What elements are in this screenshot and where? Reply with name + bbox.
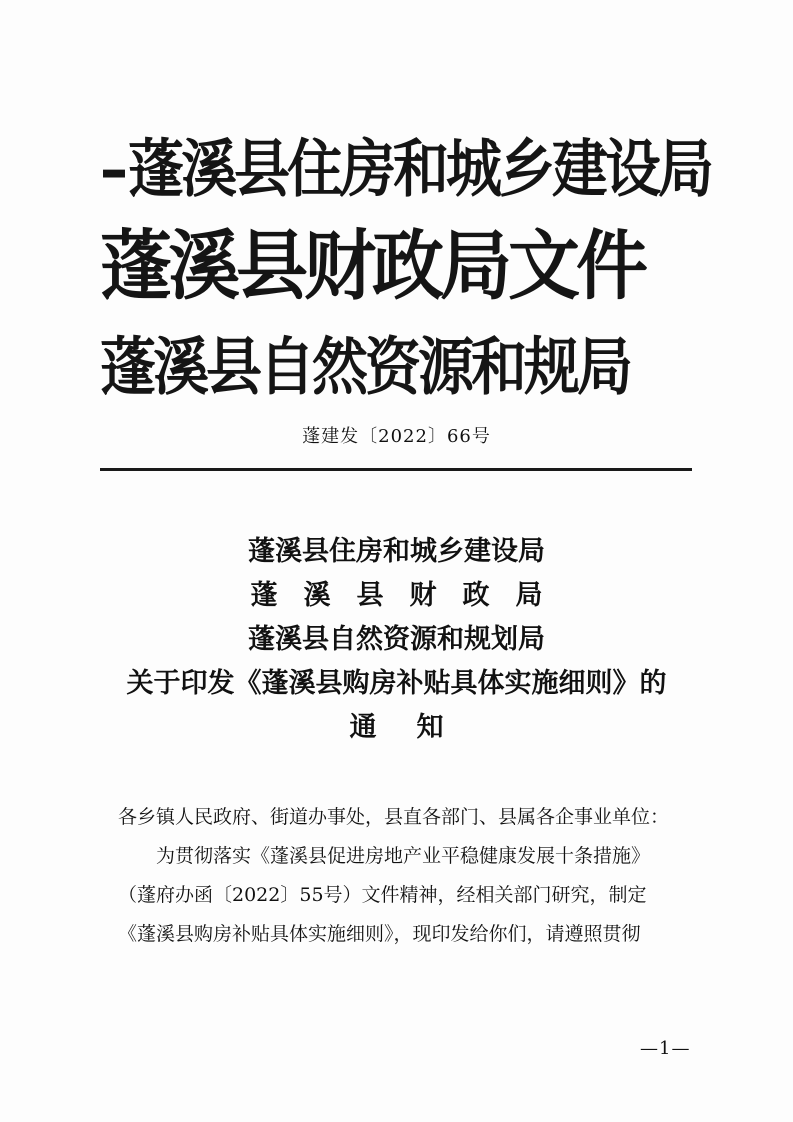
letterhead-housing-bureau-text: 蓬溪县住房和城乡建设局 — [128, 133, 711, 207]
title-issuer-housing: 蓬溪县住房和城乡建设局 — [248, 536, 545, 567]
letterhead-line-housing-bureau — [100, 120, 711, 210]
paragraph-line: 为贯彻落实《蓬溪县促进房地产业平稳健康发展十条措施》 — [156, 845, 651, 867]
title-issuer-natural-resources: 蓬溪县自然资源和规划局 — [248, 624, 545, 655]
document-title — [0, 530, 793, 750]
title-subject: 关于印发《蓬溪县购房补贴具体实施细则》的 — [126, 668, 667, 699]
letterhead-dash: – — [100, 133, 128, 207]
document-number: 蓬建发〔2022〕66号 — [302, 426, 491, 447]
document-body — [118, 798, 718, 954]
paragraph-line: 《蓬溪县购房补贴具体实施细则》，现印发给你们，请遵照贯彻 — [118, 923, 641, 945]
salutation: 各乡镇人民政府、街道办事处，县直各部门、县属各企事业单位： — [118, 806, 670, 828]
letterhead-line-finance-bureau: 蓬溪县财政局文件 — [100, 221, 645, 310]
title-issuer-finance: 蓬溪县财政局 — [250, 580, 569, 611]
paragraph-line: （蓬府办函〔2022〕55号）文件精神，经相关部门研究，制定 — [118, 884, 647, 906]
title-notice: 通知 — [349, 712, 484, 743]
letterhead-divider-rule — [100, 468, 692, 471]
page-number: —1— — [640, 1038, 691, 1059]
letterhead-line-natural-resources-bureau: 蓬溪县自然资源和规局 — [100, 331, 630, 405]
